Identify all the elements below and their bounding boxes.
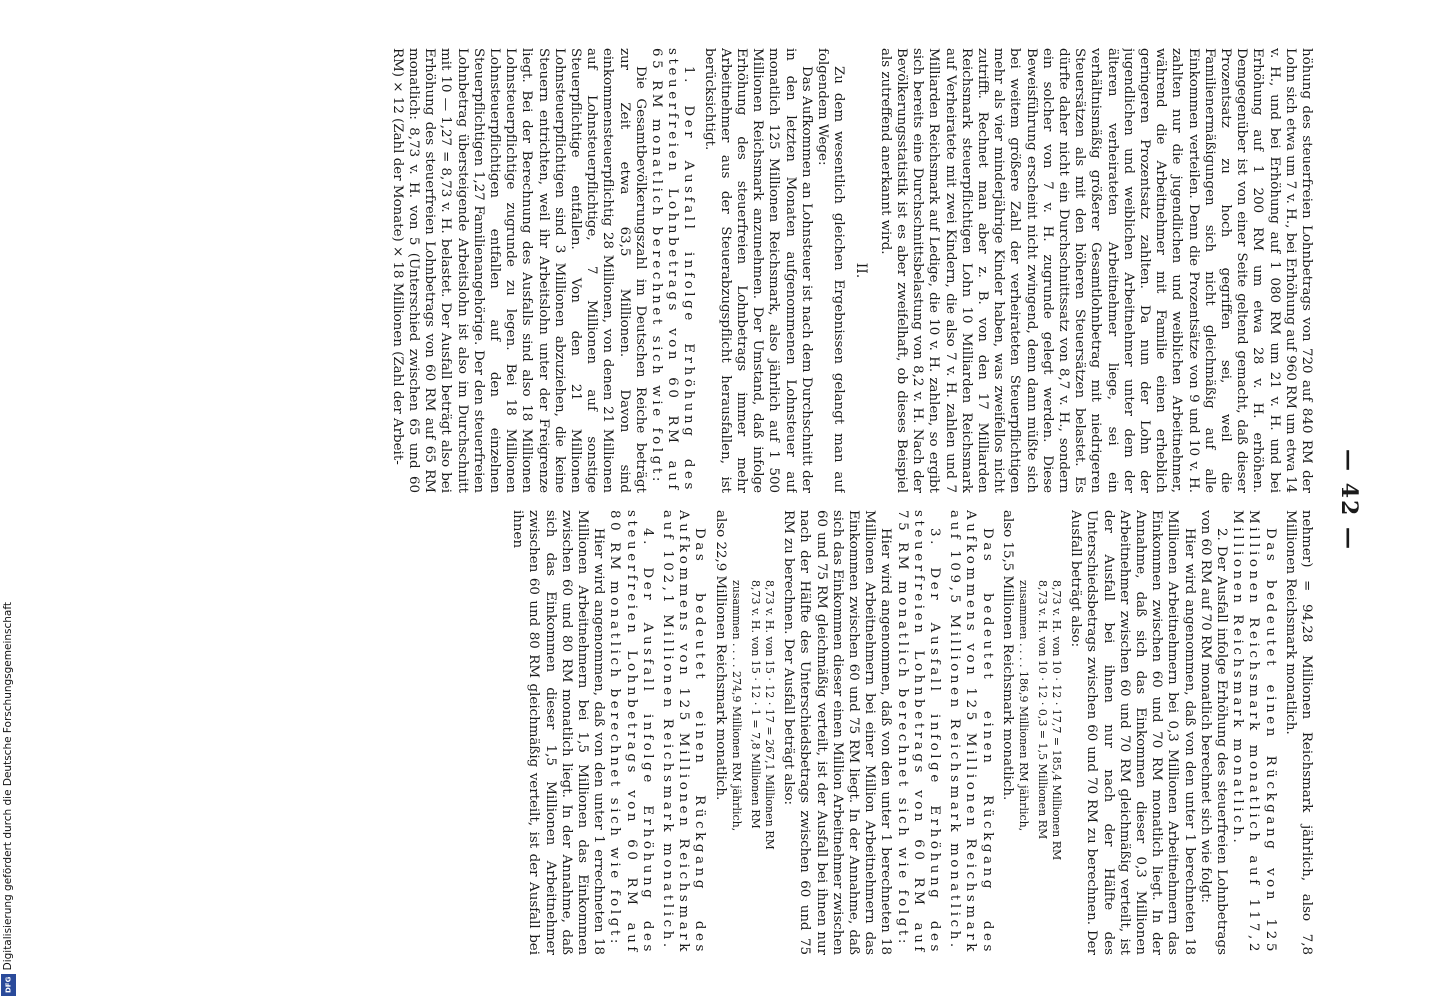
paragraph: also 22,9 Millionen Reichsmark monatlich. <box>712 510 728 801</box>
paragraph: Hier wird angenommen, daß von den unter 1 berechneten 18 Millionen Arbeitnehmern bei 0,3 Millionen Arbeitnehmern das Einkommen zwischen 60 und 70 RM monatlich liegt. In der Annahme, daß sich das Einkommen dieser 0,3 Millionen Arbeitnehmer zwischen 60 und 70 RM gleichmäßig verteilt, ist der Ausfall bei ihnen nur nach der Hälfte des Unterschiedsbetrags zwischen 60 und 70 RM zu berechnen. Der Ausfall beträgt also: <box>1068 510 1197 955</box>
paragraph: also 15,5 Millionen Reichsmark monatlich. <box>999 510 1015 801</box>
calc-line: 8,73 v. H. von 10 · 12 · 0,3 = 1,5 Millionen RM <box>1035 580 1049 840</box>
calc-line: 8,73 v. H. von 15 · 12 · 17 = 267,1 Millionen RM <box>762 580 776 850</box>
paragraph: Das bedeutet einen Rückgang des Aufkommens von 125 Millionen Reichsmark auf 109,5 Millionen Reichsmark monatlich. <box>947 510 995 955</box>
numbered-paragraph: 3. Der Ausfall infolge Erhöhung des steuerfreien Lohnbetrags von 60 RM auf 75 RM monatlich berechnet sich wie folgt: <box>894 510 942 955</box>
paragraph: nehmer) = 94,28 Millionen Reichsmark jährlich, also 7,8 Millionen Reichsmark monatlich. <box>1282 510 1314 955</box>
page-number: — 42 — <box>1336 449 1362 551</box>
calc-sum: zusammen . . . . 186,9 Millionen RM jährlich, <box>1016 580 1030 832</box>
dfg-logo-icon: DFG <box>1 974 16 996</box>
calculation-block <box>1035 580 1063 955</box>
calc-sum: zusammen . . . . 274,9 Millionen RM jährlich, <box>729 580 743 832</box>
paragraph: Zu dem wesentlich gleichen Ergebnissen gelangt man auf folgendem Wege: <box>815 48 847 493</box>
paragraph: Hier wird angenommen, daß von den unter 1 errechneten 18 Millionen Arbeitnehmern bei 1,5 Millionen das Einkommen zwischen 60 und 80 RM monatlich liegt. In der Annahme, daß sich das Einkommen dieser 1,5 Millionen Arbeitnehmer zwischen 60 und 80 RM gleichmäßig verteilt, ist der Ausfall bei ihnen <box>510 510 607 955</box>
paragraph: Hier wird angenommen, daß von den unter 1 berechneten 18 Millionen Arbeitnehmern bei einer Million Arbeitnehmern das Einkommen zwischen 60 und 75 RM liegt. In der Annahme, daß sich das Einkommen dieser einen Million Arbeitnehmer zwischen 60 und 75 RM gleichmäßig verteilt, ist der Ausfall bei ihnen nur nach der Hälfte des Unterschiedsbetrags zwischen 60 und 75 RM zu berechnen. Der Ausfall beträgt also: <box>781 510 894 955</box>
numbered-paragraph: 1. Der Ausfall infolge Erhöhung des steuerfreien Lohnbetrags von 60 RM auf 65 RM monatlich berechnet sich wie folgt: <box>649 48 697 493</box>
calc-line: 8,73 v. H. von 10 · 12 · 17,7 = 185,4 Millionen RM <box>1049 580 1063 861</box>
numbered-paragraph: 2. Der Ausfall infolge Erhöhung des steuerfreien Lohnbetrags von 60 RM auf 70 RM monatlich berechnet sich wie folgt: <box>1197 510 1229 955</box>
calc-line: 8,73 v. H. von 15 · 12 · 1 = 7,8 Millionen RM <box>748 580 762 829</box>
paragraph: Die Gesamtbevölkerungszahl im Deutschen Reiche beträgt zur Zeit etwa 63,5 Millionen. Davon sind einkommensteuerpflichtig 28 Millionen, von denen 21 Millionen auf Lohnsteuerpflichtige, 7 Millionen auf sonstige Steuerpflichtige entfallen. Von den 21 Millionen Lohnsteuerpflichtigen sind 3 Millionen abzuziehen, die keine Steuern entrichten, weil ihr Arbeitslohn unter der Freigrenze liegt. Bei der Berechnung des Ausfalls sind also 18 Millionen Lohnsteuerpflichtige zugrunde zu legen. Bei 18 Millionen Lohnsteuerpflichtigen entfallen auf den einzelnen Steuerpflichtigen 1,27 Familienangehörige. Der den steuerfreien Lohnbetrag übersteigende Arbeitslohn ist also im Durchschnitt mit 10 — 1,27 = 8,73 v. H. belastet. Der Ausfall beträgt also bei Erhöhung des steuerfreien Lohnbetrags von 60 RM auf 65 RM monatlich: 8,73 v. H. von 5 (Unterschied zwischen 65 und 60 RM) × 12 (Zahl der Monate) × 18 Millionen (Zahl der Arbeit- <box>389 48 648 493</box>
left-column <box>164 48 1314 493</box>
paragraph: Das Aufkommen an Lohnsteuer ist nach dem Durchschnitt der in den letzten Monaten aufgenommenen Lohnsteuer auf monatlich 125 Millionen Reichsmark, also jährlich auf 1 500 Millionen Reichsmark anzunehmen. Der Umstand, daß infolge Erhöhung des steuerfreien Lohnbetrags immer mehr Arbeitnehmer aus der Steuerabzugspflicht herausfallen, ist berücksichtigt. <box>701 48 814 493</box>
paragraph: Das bedeutet einen Rückgang von 125 Millionen Reichsmark monatlich auf 117,2 Millionen Reichsmark monatlich. <box>1230 510 1278 955</box>
section-heading: II. <box>852 262 869 279</box>
paragraph: Das bedeutet einen Rückgang des Aufkommens von 125 Millionen Reichsmark auf 102,1 Millionen Reichsmark monatlich. <box>660 510 708 955</box>
footer-text: Digitalisierung gefördert durch die Deutsche Forschungsgemeinschaft <box>2 601 14 970</box>
numbered-paragraph: 4. Der Ausfall infolge Erhöhung des steuerfreien Lohnbetrags von 60 RM auf 80 RM monatlich berechnet sich wie folgt: <box>607 510 655 955</box>
paragraph: höhung des steuerfreien Lohnbetrags von 720 auf 840 RM der Lohn sich etwa um 7 v. H., bei Erhöhung auf 960 RM um etwa 14 v. H., und bei Erhöhung auf 1 080 RM um 21 v. H. und bei Erhöhung auf 1 200 RM um etwa 28 v. H. erhöhen. Demgegenüber ist von einer Seite geltend gemacht, daß dieser Prozentsatz zu hoch gegriffen sei, weil die Familienermäßigungen sich nicht gleichmäßig auf alle Einkommen verteilen. Denn die Prozentsätze von 9 und 10 v. H. zahlten nur die jugendlichen und weiblichen Arbeitnehmer, während die Arbeitnehmer mit Familie einen erheblich geringeren Prozentsatz zahlten. Da nun der Lohn der jugendlichen und weiblichen Arbeitnehmer unter dem der älteren verheirateten Arbeitnehmer liege, sei ein verhältnismäßig größerer Gesamtlohnbetrag mit niedrigeren Steuersätzen als mit den höheren Steuersätzen belastet. Es dürfte daher nicht ein Durchschnittssatz von 8,7 v. H., sondern ein solcher von 7 v. H. zugrunde gelegt werden. Diese Beweisführung erscheint nicht zwingend, denn dann müßte sich bei weitem größere Zahl der verheirateten Steuerpflichtigen mehr als vier minderjährige Kinder haben, was zweifellos nicht zutrifft. Rechnet man aber z. B. von den 17 Milliarden Reichsmark steuerpflichtigen Lohn 10 Milliarden Reichsmark auf Verheiratete mit zwei Kindern, die also 7 v. H. zahlen und 7 Milliarden Reichsmark auf Ledige, die 10 v. H. zahlen, so ergibt sich bereits eine Durchschnittsbelastung von 8,2 v. H. Nach der Bevölkerungsstatistik ist es aber zweifelhaft, ob dieses Beispiel als zutreffend anerkannt wird. <box>877 48 1314 493</box>
right-column <box>164 510 1314 955</box>
calculation-block <box>748 580 776 955</box>
